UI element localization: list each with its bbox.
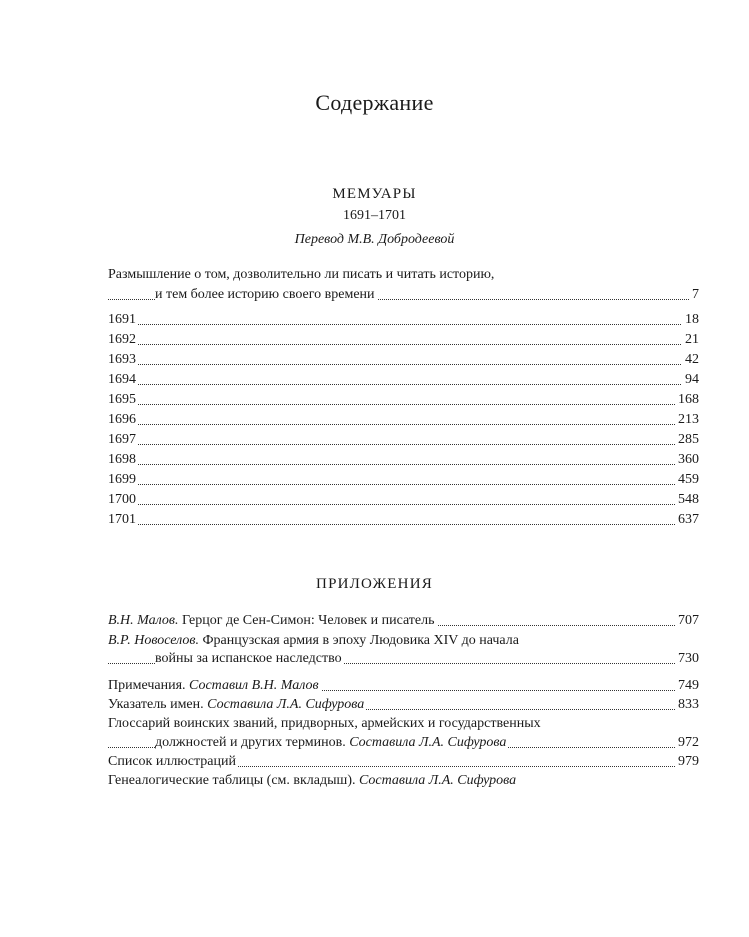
- leader-dots: [108, 524, 699, 525]
- toc-entry-1694[interactable]: [108, 371, 699, 389]
- intro-line-2: и тем более историю своего времени: [155, 287, 375, 302]
- entry-label: [155, 734, 508, 752]
- leader-dots: [108, 324, 699, 325]
- toc-entry-1696[interactable]: [108, 411, 699, 429]
- entry-title: Генеалогические таблицы (см. вкладыш).: [108, 773, 356, 788]
- toc-entry-1695[interactable]: [108, 391, 699, 409]
- intro-entry[interactable]: [108, 286, 699, 304]
- entry-title-continued: должностей и других терминов.: [155, 735, 346, 750]
- appendix-entry-glossary-line-1: Глоссарий воинских званий, придворных, армейских и государственных: [108, 716, 541, 731]
- toc-entry-1701[interactable]: [108, 511, 699, 529]
- appendices-heading: ПРИЛОЖЕНИЯ: [316, 576, 433, 592]
- page-number: 213: [675, 411, 699, 429]
- entry-title: Герцог де Сен-Симон: Человек и писатель: [181, 613, 435, 628]
- entry-compiler: Составил В.Н. Малов: [189, 678, 319, 693]
- toc-entry-1693[interactable]: [108, 351, 699, 369]
- page-number: 18: [682, 311, 699, 329]
- leader-dots: [108, 484, 699, 485]
- entry-title: Указатель имен.: [108, 697, 204, 712]
- intro-line-1: Размышление о том, дозволительно ли писать и читать историю,: [108, 267, 495, 282]
- leader-dots: [108, 464, 699, 465]
- leader-dots: [108, 424, 699, 425]
- entry-label: 1697: [108, 432, 136, 447]
- entry-author: В.Н. Малов.: [108, 613, 179, 628]
- entry-compiler: Составила Л.А. Сифурова: [358, 773, 517, 788]
- toc-entry-1691[interactable]: [108, 311, 699, 329]
- entry-label: 1701: [108, 512, 136, 527]
- entry-label: 1698: [108, 452, 136, 467]
- page-number: 749: [675, 677, 699, 695]
- appendix-entry-genealogy[interactable]: [108, 772, 516, 790]
- entry-author: В.Р. Новоселов.: [108, 633, 199, 648]
- toc-entry-1698[interactable]: [108, 451, 699, 469]
- page-number: 833: [675, 696, 699, 714]
- appendix-entry-illustrations[interactable]: [108, 753, 699, 771]
- appendix-entry-names-index[interactable]: [108, 696, 699, 714]
- memoirs-translator: Перевод М.В. Добродеевой: [294, 232, 455, 247]
- entry-compiler: Составила Л.А. Сифурова: [349, 735, 507, 750]
- entry-label: 1691: [108, 312, 136, 327]
- page-number: 637: [675, 511, 699, 529]
- memoirs-heading: МЕМУАРЫ: [332, 186, 417, 202]
- appendix-entry-glossary[interactable]: [108, 734, 699, 752]
- appendix-entry-malov[interactable]: [108, 612, 699, 630]
- leader-dots: [108, 504, 699, 505]
- page-number: 459: [675, 471, 699, 489]
- appendix-entry-novoselov-line-1: [108, 632, 519, 650]
- appendix-entry-novoselov[interactable]: [108, 650, 699, 668]
- entry-label: 1693: [108, 352, 136, 367]
- page-number: 168: [675, 391, 699, 409]
- page-number: 94: [682, 371, 699, 389]
- entry-title: Список иллюстраций: [108, 754, 236, 769]
- page-number: 7: [689, 286, 699, 304]
- toc-entry-1699[interactable]: [108, 471, 699, 489]
- page-number: 972: [675, 734, 699, 752]
- appendix-entry-notes[interactable]: [108, 677, 699, 695]
- toc-entry-1697[interactable]: [108, 431, 699, 449]
- entry-label: [108, 696, 366, 714]
- page-number: 979: [675, 753, 699, 771]
- entry-label: 1694: [108, 372, 136, 387]
- leader-dots: [108, 404, 699, 405]
- entry-label: 1700: [108, 492, 136, 507]
- entry-label: 1695: [108, 392, 136, 407]
- entry-title: Примечания.: [108, 678, 186, 693]
- entry-title: Французская армия в эпоху Людовика XIV до начала: [202, 633, 519, 648]
- leader-dots: [108, 344, 699, 345]
- page-title: Содержание: [315, 90, 434, 115]
- memoirs-years: 1691–1701: [343, 208, 406, 223]
- entry-label: 1692: [108, 332, 136, 347]
- page-number: 285: [675, 431, 699, 449]
- entry-label: [108, 677, 321, 695]
- entry-label: 1699: [108, 472, 136, 487]
- leader-dots: [108, 364, 699, 365]
- page-number: 730: [675, 650, 699, 668]
- page-number: 21: [682, 331, 699, 349]
- page-number: 548: [675, 491, 699, 509]
- toc-entry-1700[interactable]: [108, 491, 699, 509]
- entry-label: [108, 612, 437, 630]
- leader-dots: [108, 384, 699, 385]
- entry-title-continued: войны за испанское наследство: [155, 651, 342, 666]
- toc-entry-1692[interactable]: [108, 331, 699, 349]
- leader-dots: [108, 444, 699, 445]
- page-number: 42: [682, 351, 699, 369]
- page-number: 360: [675, 451, 699, 469]
- entry-compiler: Составила Л.А. Сифурова: [207, 697, 365, 712]
- page-number: 707: [675, 612, 699, 630]
- entry-label: 1696: [108, 412, 136, 427]
